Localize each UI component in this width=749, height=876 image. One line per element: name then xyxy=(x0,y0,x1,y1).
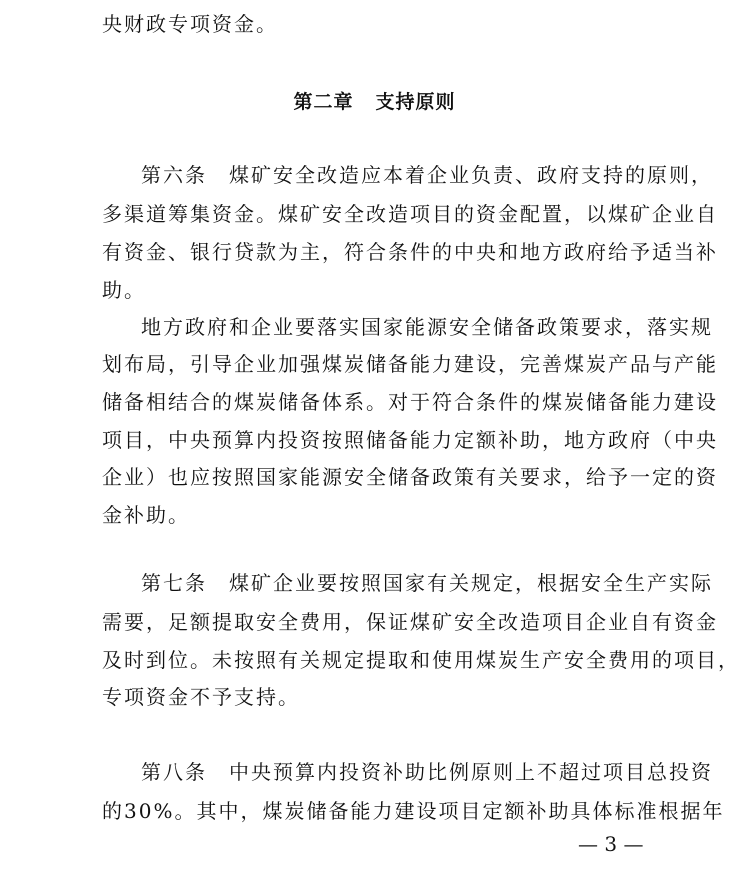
paragraph-line: 需要，足额提取安全费用，保证煤矿安全改造项目企业自有资金 xyxy=(102,610,718,634)
chapter-heading xyxy=(0,88,749,116)
chapter-number: 第二章 xyxy=(293,91,354,113)
paragraph-line: 及时到位。未按照有关规定提取和使用煤炭生产安全费用的项目， xyxy=(102,648,740,672)
paragraph-line: 的30%。其中，煤炭储备能力建设项目定额补助具体标准根据年 xyxy=(102,799,725,823)
paragraph-line: 划布局，引导企业加强煤炭储备能力建设，完善煤炭产品与产能 xyxy=(102,352,718,376)
paragraph-line: 企业）也应按照国家能源安全储备政策有关要求，给予一定的资 xyxy=(102,465,718,489)
paragraph-line: 储备相结合的煤炭储备体系。对于符合条件的煤炭储备能力建设 xyxy=(102,390,718,414)
page-number: — 3 — xyxy=(578,832,644,856)
paragraph-line: 项目，中央预算内投资按照储备能力定额补助，地方政府（中央 xyxy=(102,428,718,452)
paragraph-line: 助。 xyxy=(102,278,146,302)
top-fragment-line: 央财政专项资金。 xyxy=(102,12,278,36)
paragraph-line: 有资金、银行贷款为主，符合条件的中央和地方政府给予适当补 xyxy=(102,240,718,264)
paragraph-line: 金补助。 xyxy=(102,503,190,527)
paragraph-line: 专项资金不予支持。 xyxy=(102,685,300,709)
paragraph-line: 第六条 煤矿安全改造应本着企业负责、政府支持的原则， xyxy=(141,163,713,187)
paragraph-line: 地方政府和企业要落实国家能源安全储备政策要求，落实规 xyxy=(141,315,713,339)
paragraph-line: 第八条 中央预算内投资补助比例原则上不超过项目总投资 xyxy=(141,760,713,784)
paragraph-line: 多渠道筹集资金。煤矿安全改造项目的资金配置，以煤矿企业自 xyxy=(102,202,718,226)
chapter-title: 支持原则 xyxy=(375,91,456,113)
paragraph-line: 第七条 煤矿企业要按照国家有关规定，根据安全生产实际 xyxy=(141,571,713,595)
